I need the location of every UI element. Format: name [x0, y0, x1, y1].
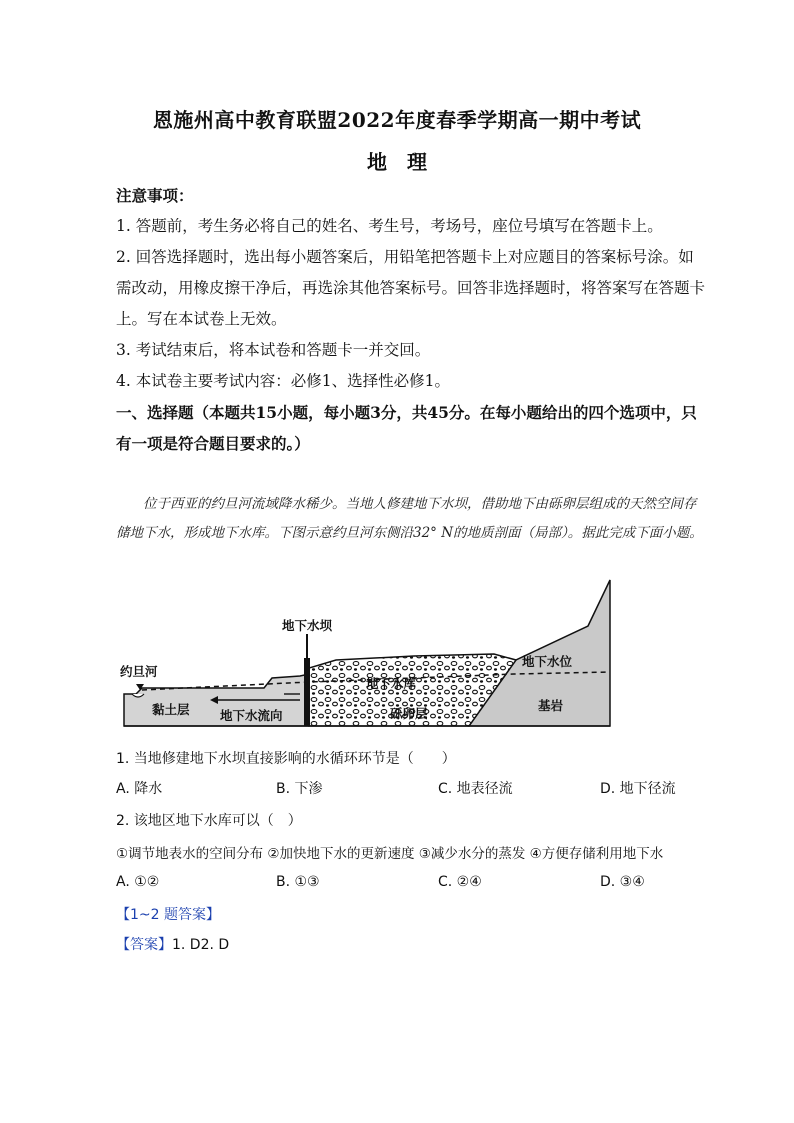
exam-title: 恩施州高中教育联盟2022年度春季学期高一期中考试 [152, 108, 642, 132]
geologic-profile-figure [114, 576, 616, 736]
q2-option-b: B. ①③ [276, 874, 320, 890]
answer-text: 1. D2. D [172, 937, 230, 953]
question-intro [116, 490, 706, 548]
notice-item-2: 2. 回答选择题时，选出每小题答案后，用铅笔把答题卡上对应题目的答案标号涂。如需改动，用橡皮擦干净后，再选涂其他答案标号。回答非选择题时，将答案写在答题卡上。写在本试卷上无效。 [116, 248, 706, 328]
question-2-options [116, 874, 706, 896]
question-2-stem: 2. 该地区地下水库可以（ ） [116, 813, 302, 829]
notice-heading: 注意事项： [116, 186, 194, 205]
q1-option-d: D. 地下径流 [600, 781, 676, 797]
answer-label: 【答案】 [116, 937, 172, 953]
intro-text: 位于西亚的约旦河流域降水稀少。当地人修建地下水坝，借助地下由砾卵层组成的天然空间存储地下水，形成地下水库。下图示意约旦河东侧沿32° N的地质剖面（局部）。据此完成下面小题。 [116, 496, 703, 541]
label-reservoir: 地下水库 [366, 676, 417, 691]
q2-option-c: C. ②④ [438, 874, 482, 890]
label-dam: 地下水坝 [281, 618, 333, 633]
question-1-options [116, 778, 706, 800]
q1-option-b: B. 下渗 [276, 781, 323, 797]
label-clay: 黏土层 [152, 702, 190, 717]
answer-line [116, 934, 229, 954]
q1-option-a: A. 降水 [116, 781, 163, 797]
label-water-table: 地下水位 [522, 654, 573, 669]
label-flow: 地下水流向 [220, 708, 283, 723]
q2-option-a: A. ①② [116, 874, 160, 890]
label-gravel: 砾卵层 [390, 706, 428, 721]
label-bedrock: 基岩 [538, 698, 564, 713]
q1-option-c: C. 地表径流 [438, 781, 513, 797]
notice-item-3: 3. 考试结束后，将本试卷和答题卡一并交回。 [116, 341, 431, 359]
q2-option-d: D. ③④ [600, 874, 645, 890]
underground-dam [304, 658, 310, 726]
notice-item-1: 1. 答题前，考生务必将自己的姓名、考生号，考场号，座位号填写在答题卡上。 [116, 217, 663, 235]
question-1-stem: 1. 当地修建地下水坝直接影响的水循环环节是（ ） [116, 751, 456, 767]
notice-item-4: 4. 本试卷主要考试内容：必修1、选择性必修1。 [116, 372, 450, 390]
subject-title: 地 理 [367, 150, 427, 174]
label-river: 约旦河 [120, 664, 158, 679]
notice-block [116, 180, 706, 459]
section-heading: 一、选择题（本题共15小题，每小题3分，共45分。在每小题给出的四个选项中，只有一项是符合题目要求的。） [116, 403, 697, 453]
question-2-statements: ①调节地表水的空间分布 ②加快地下水的更新速度 ③减少水分的蒸发 ④方便存储利用地下水 [116, 846, 664, 862]
answer-group-label: 【1~2 题答案】 [116, 907, 220, 923]
